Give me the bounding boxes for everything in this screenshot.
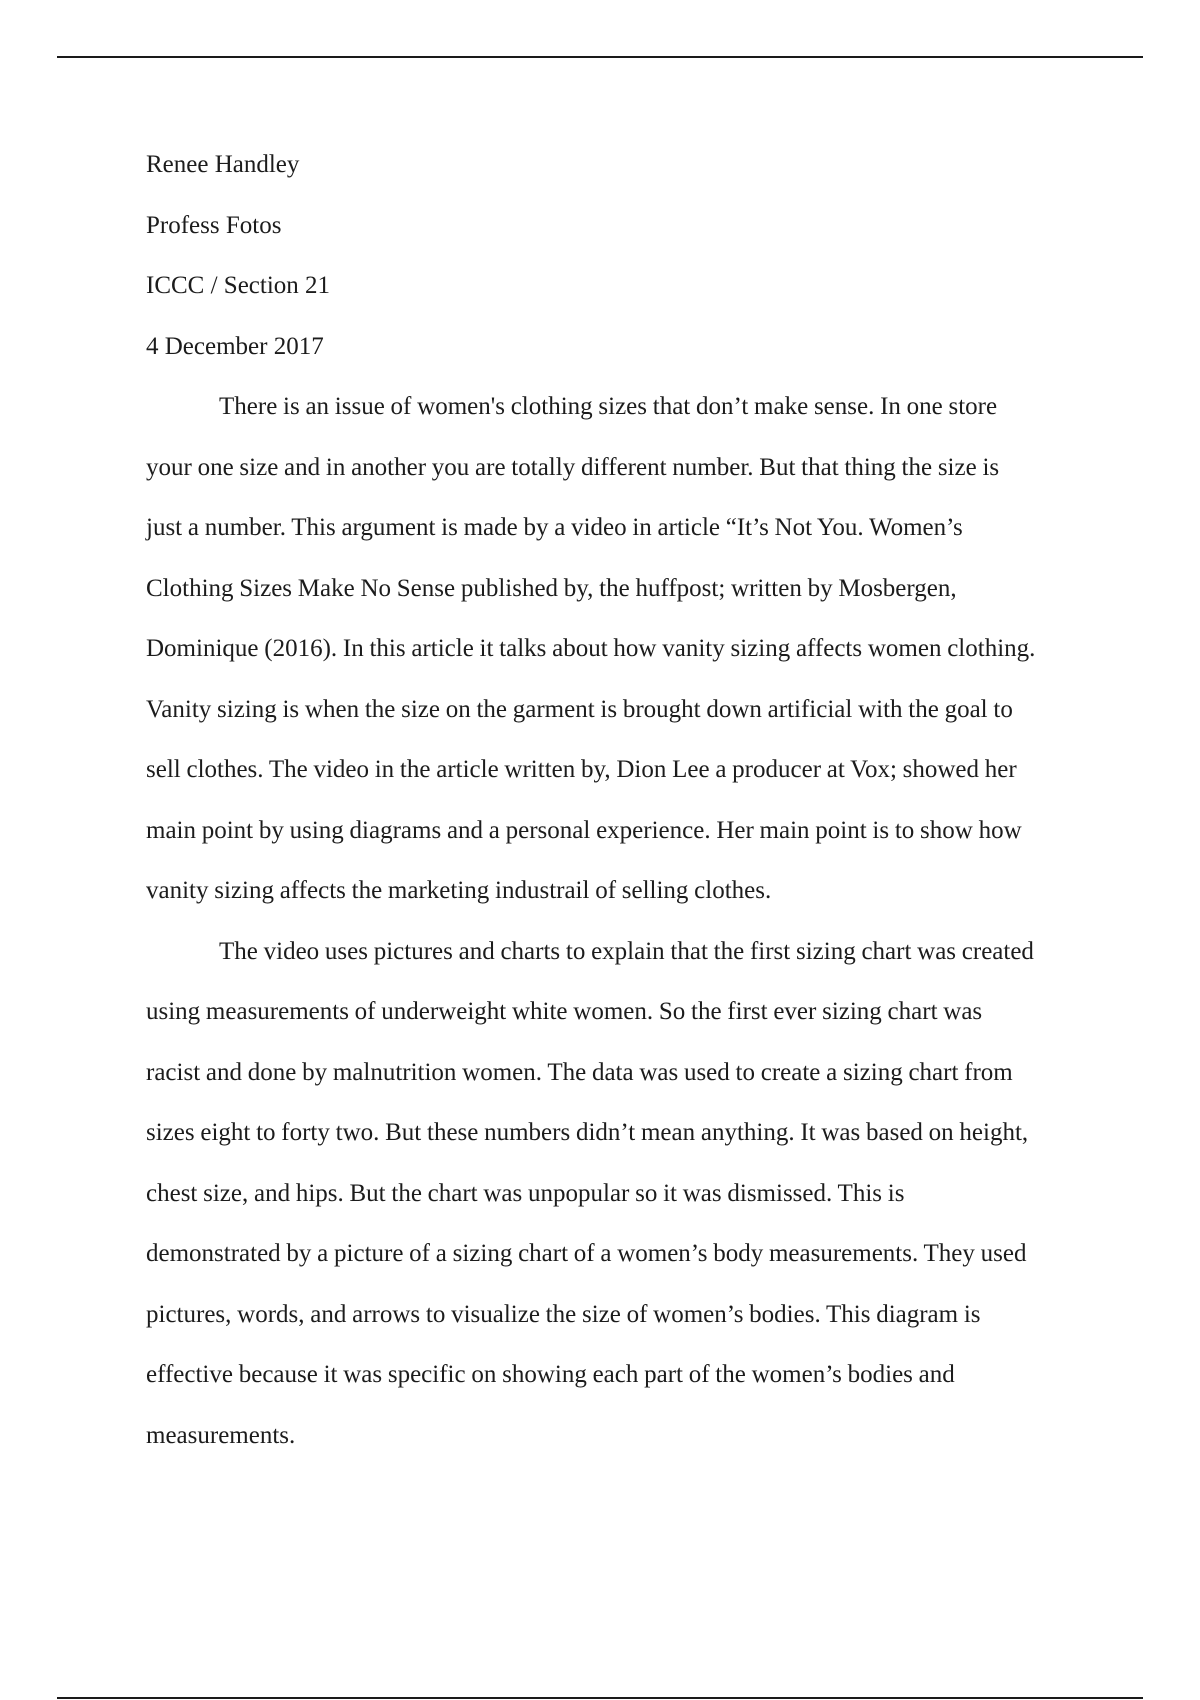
paragraph-line: sell clothes. The video in the article written by, Dion Lee a producer at Vox; showed her bbox=[146, 756, 1017, 783]
paragraph-line: There is an issue of women's clothing sizes that don’t make sense. In one store bbox=[219, 393, 998, 420]
paragraph-line: just a number. This argument is made by a video in article “It’s Not You. Women’s bbox=[146, 514, 963, 541]
course-section: ICCC / Section 21 bbox=[146, 272, 331, 299]
paragraph-1 bbox=[146, 377, 1091, 922]
paragraph-line: chest size, and hips. But the chart was unpopular so it was dismissed. This is bbox=[146, 1179, 905, 1207]
paragraph-line: main point by using diagrams and a personal experience. Her main point is to show how bbox=[146, 816, 1022, 844]
paragraph-line: The video uses pictures and charts to explain that the first sizing chart was created bbox=[219, 937, 1034, 965]
paragraph-line: racist and done by malnutrition women. The data was used to create a sizing chart from bbox=[146, 1058, 1013, 1086]
paragraph-line: your one size and in another you are totally different number. But that thing the size is bbox=[146, 453, 1000, 481]
paragraph-line: Vanity sizing is when the size on the garment is brought down artificial with the goal to bbox=[146, 695, 1013, 723]
essay-date: 4 December 2017 bbox=[146, 332, 324, 360]
paragraph-line: sizes eight to forty two. But these numbers didn’t mean anything. It was based on height, bbox=[146, 1119, 1029, 1146]
essay-body bbox=[146, 135, 1091, 1466]
author-name: Renee Handley bbox=[146, 151, 300, 178]
professor-name: Profess Fotos bbox=[146, 211, 282, 239]
paragraph-line: demonstrated by a picture of a sizing chart of a women’s body measurements. They used bbox=[146, 1240, 1027, 1267]
paragraph-line: using measurements of underweight white women. So the first ever sizing chart was bbox=[146, 998, 983, 1025]
paragraph-2 bbox=[146, 922, 1091, 1467]
paragraph-line: vanity sizing affects the marketing industrail of selling clothes. bbox=[146, 877, 772, 904]
paragraph-line: Clothing Sizes Make No Sense published by, the huffpost; written by Mosbergen, bbox=[146, 574, 957, 602]
paragraph-line: pictures, words, and arrows to visualize the size of women’s bodies. This diagram is bbox=[146, 1300, 981, 1328]
top-rule bbox=[57, 56, 1143, 58]
paragraph-line: Dominique (2016). In this article it talks about how vanity sizing affects women clothing. bbox=[146, 635, 1036, 662]
paragraph-line: effective because it was specific on showing each part of the women’s bodies and bbox=[146, 1361, 955, 1388]
bottom-rule bbox=[57, 1697, 1143, 1699]
paragraph-line: measurements. bbox=[146, 1421, 296, 1449]
